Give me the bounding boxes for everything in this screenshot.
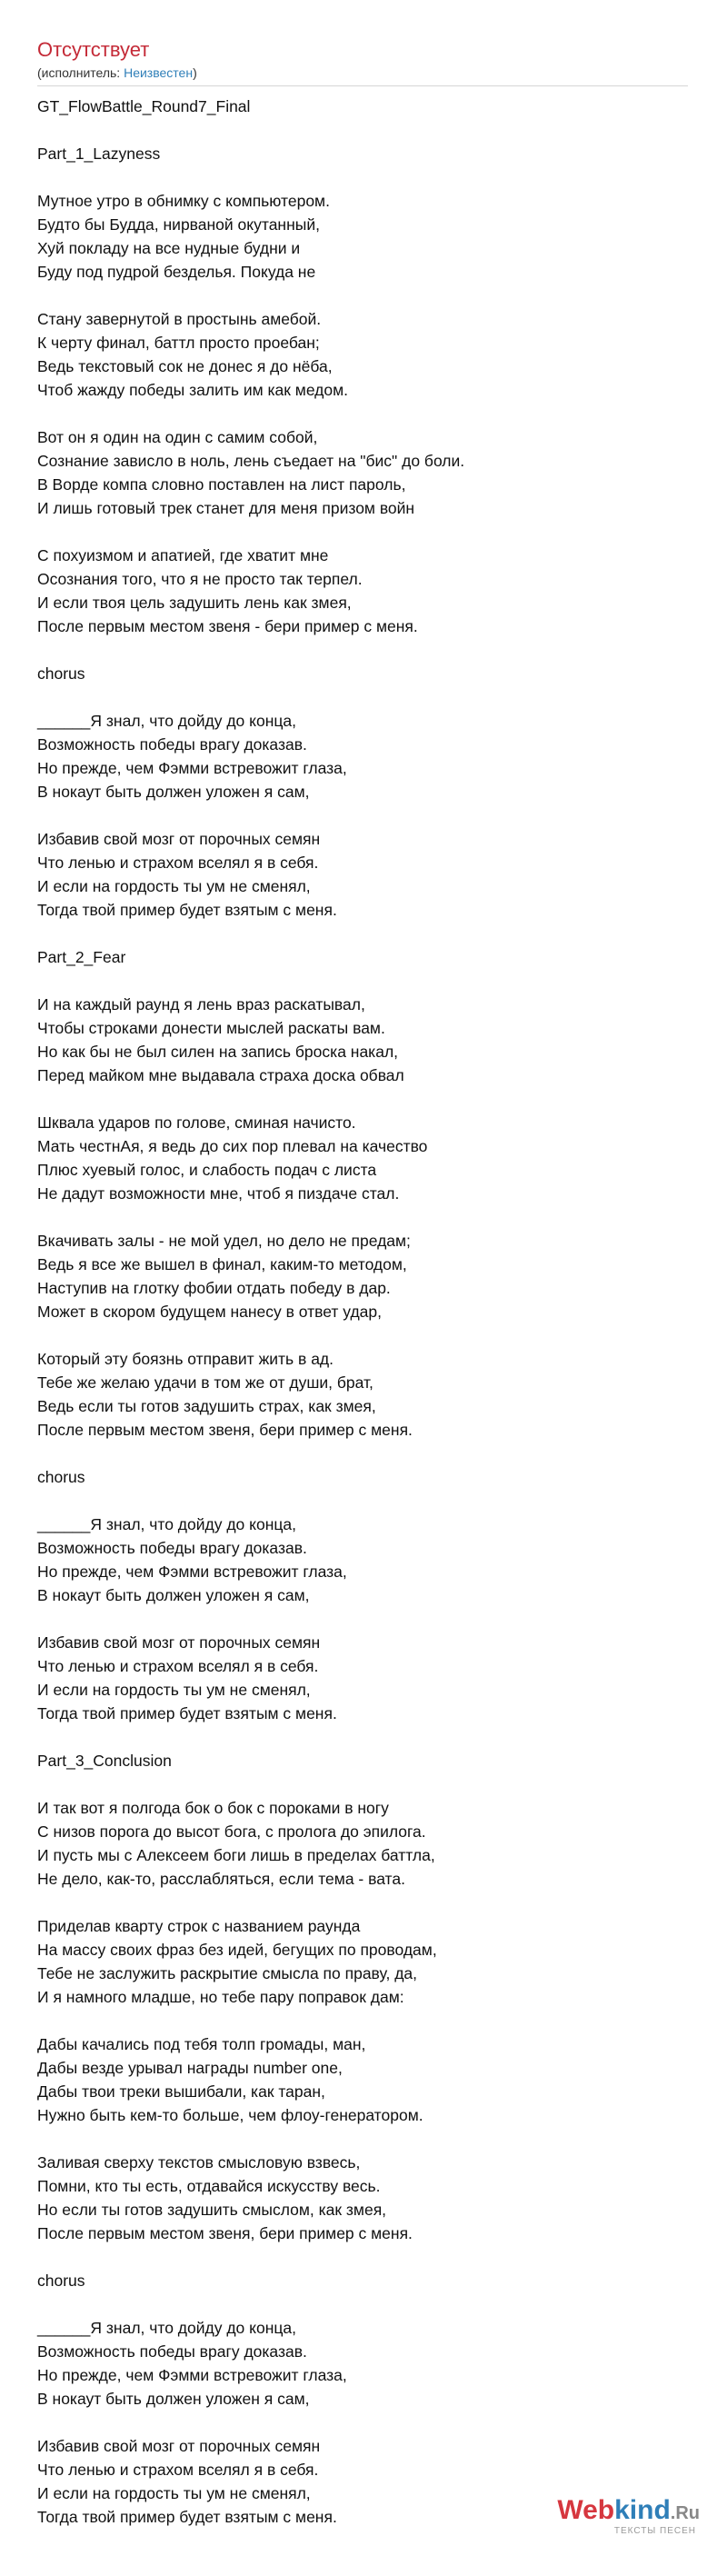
- lyric-line: Избавив свой мозг от порочных семян: [37, 830, 321, 848]
- lyric-line: ______Я знал, что дойду до конца,: [37, 1515, 296, 1533]
- lyric-spacer: [37, 2245, 688, 2269]
- lyric-line: Мать честнАя, я ведь до сих пор плевал на качество: [37, 1137, 428, 1155]
- lyric-line: И если на гордость ты ум не сменял,: [37, 877, 311, 895]
- lyric-line: Хуй покладу на все нудные будни и: [37, 239, 301, 257]
- lyric-line: Шквала ударов по голове, сминая начисто.: [37, 1113, 356, 1132]
- lyric-line: И если на гордость ты ум не сменял,: [37, 1681, 311, 1699]
- lyric-line: Тебе же желаю удачи в том же от души, брат,: [37, 1373, 373, 1392]
- watermark-logo-web: Web: [557, 2495, 615, 2525]
- lyric-line: Ведь текстовый сок не донес я до нёба,: [37, 357, 333, 375]
- artist-link[interactable]: Неизвестен: [124, 65, 194, 80]
- lyric-line: Но прежде, чем Фэмми встревожит глаза,: [37, 2366, 347, 2384]
- artist-suffix: ): [193, 65, 197, 80]
- lyric-line: После первым местом звеня, бери пример с меня.: [37, 2224, 413, 2242]
- lyric-line: Заливая сверху текстов смысловую взвесь,: [37, 2153, 361, 2172]
- lyric-line: Дабы твои треки вышибали, как таран,: [37, 2082, 325, 2101]
- lyric-spacer: [37, 1772, 688, 1796]
- watermark-logo: [557, 2496, 700, 2528]
- lyric-line: ______Я знал, что дойду до конца,: [37, 2319, 296, 2337]
- lyric-spacer: [37, 685, 688, 709]
- lyric-line: Дабы везде урывал награды number one,: [37, 2059, 343, 2077]
- lyric-spacer: [37, 804, 688, 827]
- lyrics-body: [37, 95, 688, 2529]
- lyric-line: Но прежде, чем Фэмми встревожит глаза,: [37, 759, 347, 777]
- lyric-line: К черту финал, баттл просто проебан;: [37, 334, 320, 352]
- lyric-spacer: [37, 1489, 688, 1513]
- header-divider: [37, 85, 688, 86]
- lyric-line: Избавив свой мозг от порочных семян: [37, 2437, 321, 2455]
- site-watermark[interactable]: [557, 2496, 700, 2536]
- lyric-line: Избавив свой мозг от порочных семян: [37, 1633, 321, 1652]
- lyric-spacer: [37, 2127, 688, 2151]
- lyric-line: Вкачивать залы - не мой удел, но дело не предам;: [37, 1232, 411, 1250]
- lyric-spacer: [37, 1607, 688, 1631]
- watermark-logo-ru: .Ru: [670, 2503, 700, 2523]
- lyric-spacer: [37, 520, 688, 544]
- lyric-line: chorus: [37, 664, 85, 683]
- lyric-line: И лишь готовый трек станет для меня призом войн: [37, 499, 415, 517]
- lyric-line: Part_3_Conclusion: [37, 1752, 172, 1770]
- lyric-line: Чтоб жажду победы залить им как медом.: [37, 381, 349, 399]
- lyric-line: В нокаут быть должен уложен я сам,: [37, 2390, 310, 2408]
- lyric-spacer: [37, 638, 688, 662]
- lyric-spacer: [37, 1323, 688, 1347]
- lyric-line: В нокаут быть должен уложен я сам,: [37, 1586, 310, 1604]
- lyric-line: Чтобы строками донести мыслей раскаты вам.: [37, 1019, 385, 1037]
- lyric-line: Тогда твой пример будет взятым с меня.: [37, 1704, 337, 1722]
- lyric-line: Ведь я все же вышел в финал, каким-то методом,: [37, 1255, 407, 1273]
- lyric-line: Part_2_Fear: [37, 948, 126, 966]
- lyric-line: Наступив на глотку фобии отдать победу в дар.: [37, 1279, 391, 1297]
- lyric-line: Сознание зависло в ноль, лень съедает на "бис" до боли.: [37, 452, 465, 470]
- lyric-line: GT_FlowBattle_Round7_Final: [37, 97, 251, 115]
- lyric-line: Осознания того, что я не просто так терпел.: [37, 570, 363, 588]
- lyric-spacer: [37, 1087, 688, 1111]
- lyric-line: Что ленью и страхом вселял я в себя.: [37, 1657, 319, 1675]
- lyric-line: Может в скором будущем нанесу в ответ удар,: [37, 1303, 383, 1321]
- lyric-line: Не дадут возможности мне, чтоб я пиздаче стал.: [37, 1184, 400, 1203]
- lyric-line: Помни, кто ты есть, отдавайся искусству весь.: [37, 2177, 381, 2195]
- lyric-line: Но как бы не был силен на запись броска накал,: [37, 1043, 399, 1061]
- lyric-line: Перед майком мне выдавала страха доска обвал: [37, 1066, 404, 1084]
- lyric-line: Дабы качались под тебя толп громады, ман,: [37, 2035, 366, 2053]
- lyric-line: Part_1_Lazyness: [37, 145, 161, 163]
- lyric-line: Возможность победы врагу доказав.: [37, 1539, 307, 1557]
- lyric-line: chorus: [37, 2271, 85, 2290]
- lyric-spacer: [37, 1205, 688, 1229]
- lyric-line: ______Я знал, что дойду до конца,: [37, 712, 296, 730]
- artist-line: [37, 65, 692, 81]
- watermark-logo-kind: kind: [614, 2495, 671, 2525]
- lyric-line: И так вот я полгода бок о бок с пороками в ногу: [37, 1799, 389, 1817]
- lyric-line: На массу своих фраз без идей, бегущих по проводам,: [37, 1941, 437, 1959]
- lyric-spacer: [37, 118, 688, 142]
- watermark-tagline: ТЕКСТЫ ПЕСЕН: [613, 2526, 696, 2536]
- lyric-line: И я намного младше, но тебе пару поправок дам:: [37, 1988, 404, 2006]
- lyric-spacer: [37, 1891, 688, 1914]
- lyric-spacer: [37, 2292, 688, 2316]
- lyric-line: И если на гордость ты ум не сменял,: [37, 2484, 311, 2502]
- lyric-line: И на каждый раунд я лень враз раскатывал,: [37, 995, 365, 1013]
- lyric-line: Тогда твой пример будет взятым с меня.: [37, 901, 337, 919]
- lyric-line: С низов порога до высот бога, с пролога до эпилога.: [37, 1822, 426, 1841]
- lyric-line: В нокаут быть должен уложен я сам,: [37, 783, 310, 801]
- lyric-line: С похуизмом и апатией, где хватит мне: [37, 546, 329, 564]
- lyric-line: chorus: [37, 1468, 85, 1486]
- lyric-line: Приделав кварту строк с названием раунда: [37, 1917, 361, 1935]
- lyric-spacer: [37, 2009, 688, 2032]
- lyric-spacer: [37, 284, 688, 307]
- lyric-line: После первым местом звеня - бери пример с меня.: [37, 617, 418, 635]
- lyric-spacer: [37, 2411, 688, 2434]
- lyric-spacer: [37, 1442, 688, 1465]
- lyric-line: Ведь если ты готов задушить страх, как змея,: [37, 1397, 376, 1415]
- lyric-line: Мутное утро в обнимку с компьютером.: [37, 192, 330, 210]
- lyric-spacer: [37, 922, 688, 945]
- lyric-line: Не дело, как-то, расслабляться, если тема - вата.: [37, 1870, 405, 1888]
- lyric-line: Стану завернутой в простынь амебой.: [37, 310, 322, 328]
- lyric-line: Но если ты готов задушить смыслом, как змея,: [37, 2201, 387, 2219]
- lyric-spacer: [37, 402, 688, 425]
- lyric-line: Что ленью и страхом вселял я в себя.: [37, 2461, 319, 2479]
- lyric-line: Возможность победы врагу доказав.: [37, 2342, 307, 2361]
- lyric-line: Что ленью и страхом вселял я в себя.: [37, 854, 319, 872]
- lyric-line: После первым местом звеня, бери пример с меня.: [37, 1421, 413, 1439]
- lyric-spacer: [37, 1725, 688, 1749]
- lyric-line: Плюс хуевый голос, и слабость подач с листа: [37, 1161, 377, 1179]
- lyric-line: Тебе не заслужить раскрытие смысла по праву, да,: [37, 1964, 418, 1982]
- lyric-line: Тогда твой пример будет взятым с меня.: [37, 2508, 337, 2526]
- lyric-line: И если твоя цель задушить лень как змея,: [37, 594, 352, 612]
- lyric-line: И пусть мы с Алексеем боги лишь в пределах баттла,: [37, 1846, 435, 1864]
- lyric-line: Будто бы Будда, нирваной окутанный,: [37, 215, 320, 234]
- song-header: [37, 37, 692, 81]
- lyric-line: Возможность победы врагу доказав.: [37, 735, 307, 754]
- lyric-line: Буду под пудрой безделья. Покуда не: [37, 263, 316, 281]
- lyric-line: Вот он я один на один с самим собой,: [37, 428, 318, 446]
- lyric-line: В Ворде компа словно поставлен на лист пароль,: [37, 475, 406, 494]
- lyric-line: Но прежде, чем Фэмми встревожит глаза,: [37, 1563, 347, 1581]
- artist-prefix: (исполнитель:: [37, 65, 124, 80]
- lyric-spacer: [37, 969, 688, 993]
- lyric-spacer: [37, 165, 688, 189]
- lyric-line: Нужно быть кем-то больше, чем флоу-генератором.: [37, 2106, 423, 2124]
- lyric-line: Который эту боязнь отправит жить в ад.: [37, 1350, 334, 1368]
- song-title: Отсутствует: [37, 38, 150, 61]
